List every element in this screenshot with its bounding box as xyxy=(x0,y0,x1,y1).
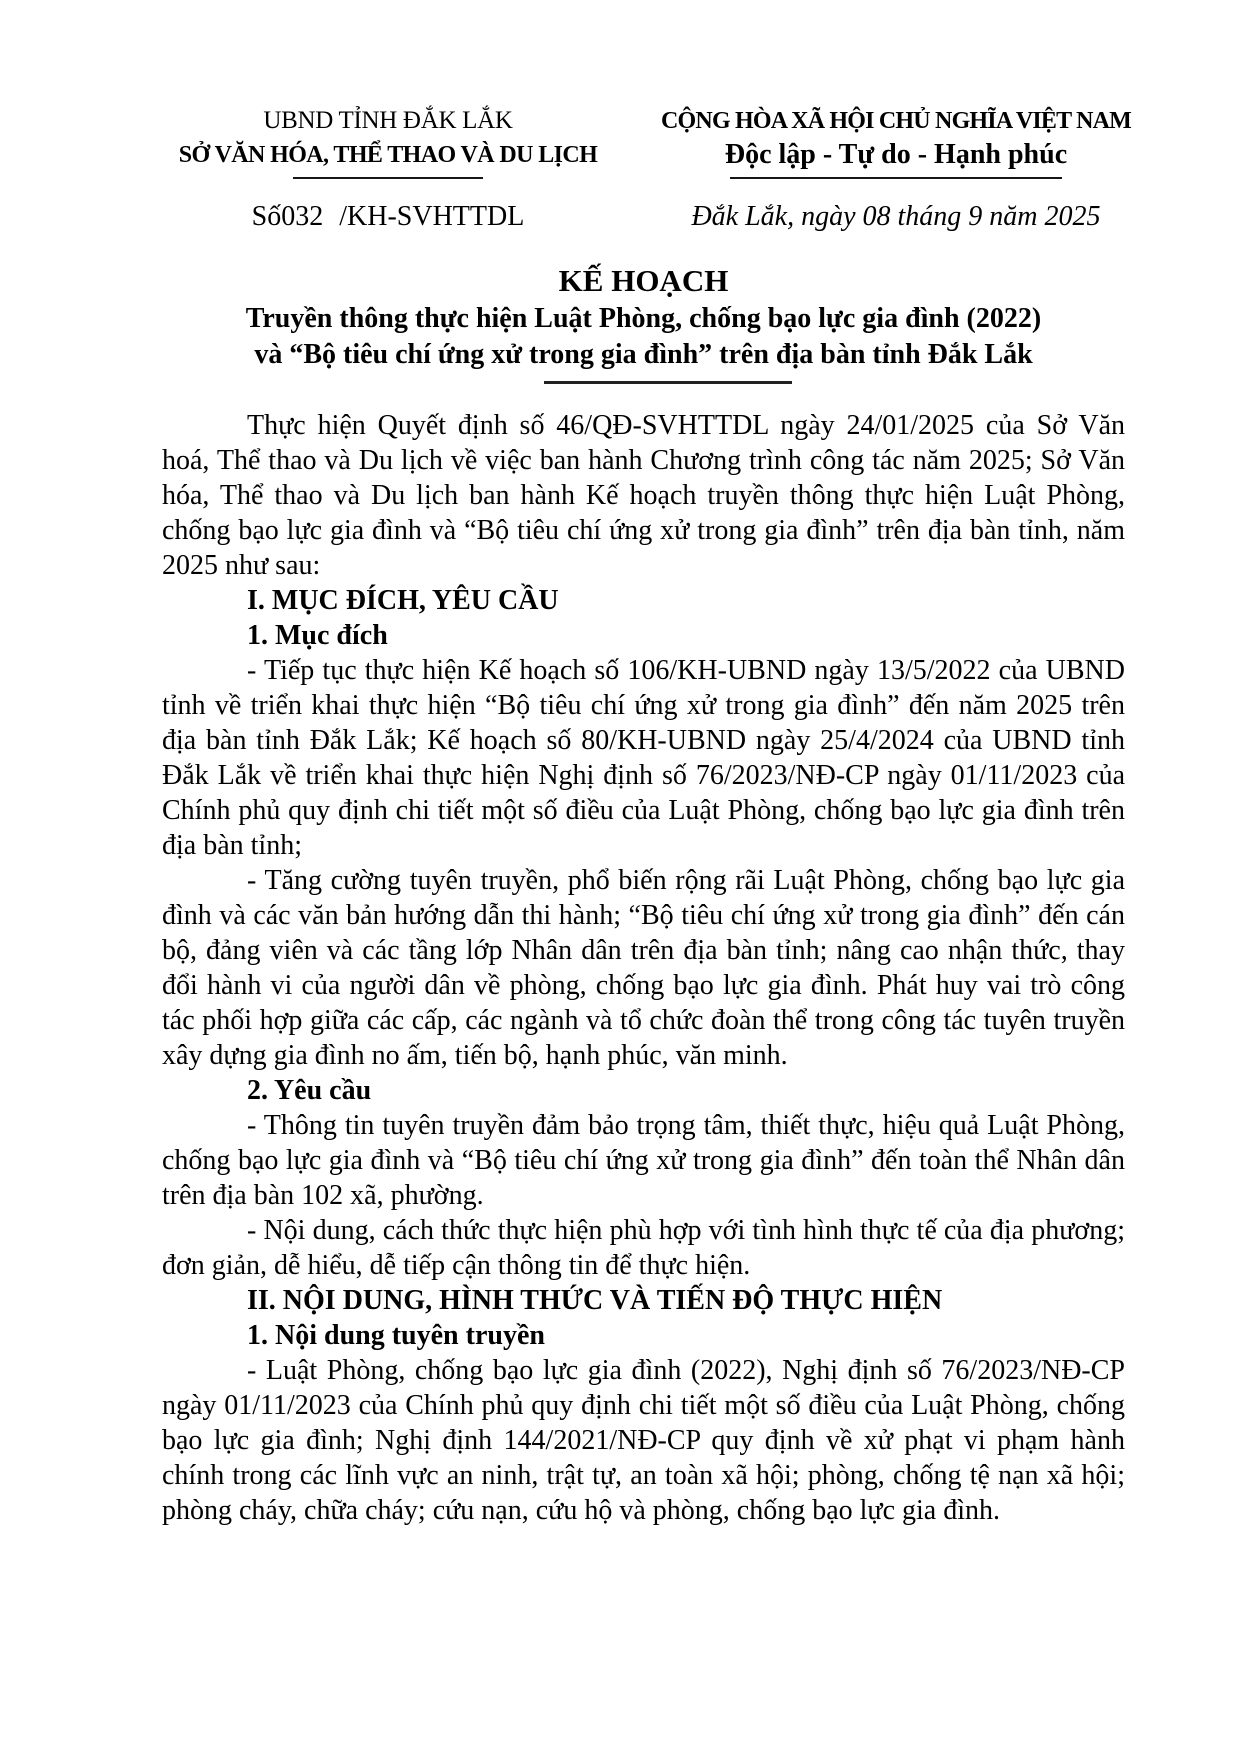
issuing-org-name: SỞ VĂN HÓA, THỂ THAO VÀ DU LỊCH xyxy=(178,142,598,168)
section-2-sub-1-heading: 1. Nội dung tuyên truyền xyxy=(247,1320,545,1351)
document-number-prefix: Số xyxy=(251,201,282,232)
document-number-symbol: /KH-SVHTTDL xyxy=(339,201,525,232)
document-type-title: KẾ HOẠCH xyxy=(558,263,729,298)
intro-paragraph: Thực hiện Quyết định số 46/QĐ-SVHTTDL ngày 24/01/2025 của Sở Văn hoá, Thể thao và Du lịch về việc ban hành Chương trình công tác năm 2025; Sở Văn hóa, Thể thao và Du lịch ban hành Kế hoạch truyền thông thực hiện Luật Phòng, chống bạo lực gia đình và “Bộ tiêu chí ứng xử trong gia đình” trên địa bàn tỉnh, năm 2025 như sau: xyxy=(162,410,1125,581)
section-2-sub-1-paragraph-1: - Luật Phòng, chống bạo lực gia đình (2022), Nghị định số 76/2023/NĐ-CP ngày 01/11/2023 của Chính phủ quy định chi tiết một số điều của Luật Phòng, chống bạo lực gia đình; Nghị định 144/2021/NĐ-CP quy định về xử phạt vi phạm hành chính trong các lĩnh vực an ninh, trật tự, an toàn xã hội; phòng, chống tệ nạn xã hội; phòng cháy, chữa cháy; cứu nạn, cứu hộ và phòng, chống bạo lực gia đình. xyxy=(162,1355,1125,1526)
title-block xyxy=(162,261,1125,384)
section-1-sub-2-paragraph-1: - Thông tin tuyên truyền đảm bảo trọng tâm, thiết thực, hiệu quả Luật Phòng, chống bạo lực gia đình và “Bộ tiêu chí ứng xử trong gia đình” đến toàn thể Nhân dân trên địa bàn 102 xã, phường. xyxy=(162,1110,1125,1211)
document-number-block xyxy=(170,201,606,233)
section-1-heading: I. MỤC ĐÍCH, YÊU CẦU xyxy=(247,585,559,616)
national-header-block xyxy=(649,104,1143,179)
national-motto: Độc lập - Tự do - Hạnh phúc xyxy=(724,139,1068,170)
document-number xyxy=(252,201,525,232)
document-subject-line1: Truyền thông thực hiện Luật Phòng, chống bạo lực gia đình (2022) xyxy=(245,303,1042,334)
national-title: CỘNG HÒA XÃ HỘI CHỦ NGHĨA VIỆT NAM xyxy=(661,108,1131,134)
section-1-sub-2-heading: 2. Yêu cầu xyxy=(247,1075,372,1106)
title-divider-rule xyxy=(544,381,792,384)
place-date-line: Đắk Lắk, ngày 08 tháng 9 năm 2025 xyxy=(691,201,1101,232)
reference-row xyxy=(0,201,1241,233)
document-body xyxy=(162,408,1125,1528)
place-date-block xyxy=(649,201,1143,233)
issuing-org-parent: UBND TỈNH ĐẮK LẮK xyxy=(263,107,513,134)
issuing-org-underline xyxy=(293,177,483,179)
document-header xyxy=(0,104,1241,179)
section-1-sub-1-paragraph-2: - Tăng cường tuyên truyền, phổ biến rộng rãi Luật Phòng, chống bạo lực gia đình và các văn bản hướng dẫn thi hành; “Bộ tiêu chí ứng xử trong gia đình” đến cán bộ, đảng viên và các tầng lớp Nhân dân trên địa bàn tỉnh; nâng cao nhận thức, thay đổi hành vi của người dân về phòng, chống bạo lực gia đình. Phát huy vai trò công tác phối hợp giữa các cấp, các ngành và tổ chức đoàn thể trong công tác tuyên truyền xây dựng gia đình no ấm, tiến bộ, hạnh phúc, văn minh. xyxy=(162,865,1125,1071)
section-2-heading: II. NỘI DUNG, HÌNH THỨC VÀ TIẾN ĐỘ THỰC HIỆN xyxy=(247,1285,943,1316)
issuing-org-block xyxy=(170,104,606,179)
section-1-sub-1-paragraph-1: - Tiếp tục thực hiện Kế hoạch số 106/KH-UBND ngày 13/5/2022 của UBND tỉnh về triển khai thực hiện “Bộ tiêu chí ứng xử trong gia đình” đến năm 2025 trên địa bàn tỉnh Đắk Lắk; Kế hoạch số 80/KH-UBND ngày 25/4/2024 của UBND tỉnh Đắk Lắk về triển khai thực hiện Nghị định số 76/2023/NĐ-CP ngày 01/11/2023 của Chính phủ quy định chi tiết một số điều của Luật Phòng, chống bạo lực gia đình trên địa bàn tỉnh; xyxy=(162,655,1125,861)
section-1-sub-2-paragraph-2: - Nội dung, cách thức thực hiện phù hợp với tình hình thực tế của địa phương; đơn giản, dễ hiểu, dễ tiếp cận thông tin để thực hiện. xyxy=(162,1215,1125,1281)
section-1-sub-1-heading: 1. Mục đích xyxy=(247,620,388,651)
national-motto-underline xyxy=(730,177,1062,179)
document-number-value: 032 xyxy=(281,201,324,232)
document-subject-line2: và “Bộ tiêu chí ứng xử trong gia đình” trên địa bàn tỉnh Đắk Lắk xyxy=(254,339,1033,370)
